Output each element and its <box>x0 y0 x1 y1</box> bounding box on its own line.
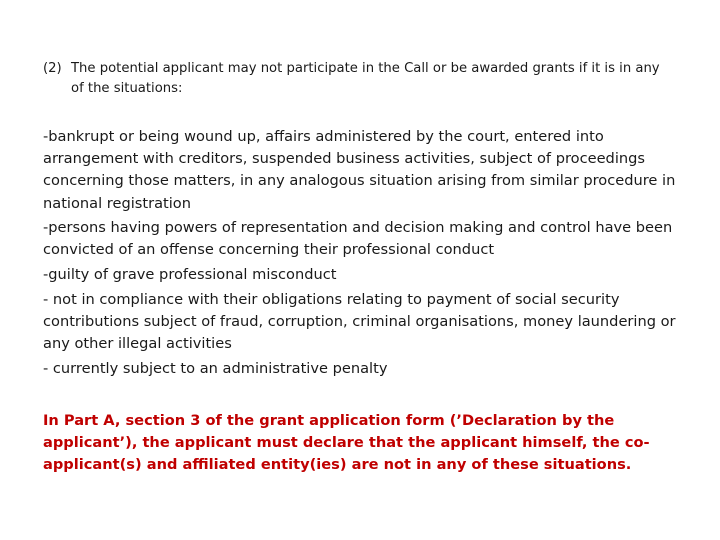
condition-heading <box>43 59 663 99</box>
declaration-note: In Part A, section 3 of the grant application form (’Declaration by the applicant’), the applicant must declare that the applicant himself, the co-applicant(s) and affiliated entity(ies) are not in any of these situations. <box>43 412 650 474</box>
situation-item-misconduct: -guilty of grave professional misconduct <box>43 266 337 283</box>
situation-item-penalty: - currently subject to an administrative penalty <box>43 359 388 377</box>
heading-number: (2) <box>43 61 62 76</box>
situation-item-convicted: -persons having powers of representation and decision making and control have been convicted of an offense concerning their professional conduct <box>43 219 673 259</box>
situations-list <box>43 126 683 382</box>
heading-text: The potential applicant may not participate in the Call or be awarded grants if it is in any of the situations: <box>71 61 660 96</box>
situation-item-bankrupt: -bankrupt or being wound up, affairs administered by the court, entered into arrangement with creditors, suspended business activities, subject of proceedings concerning those matters, in any analogous situation arising from similar procedure in national registration <box>43 128 676 212</box>
situation-item-non-compliance: - not in compliance with their obligations relating to payment of social security contributions subject of fraud, corruption, criminal organisations, money laundering or any other illegal activities <box>43 290 676 352</box>
